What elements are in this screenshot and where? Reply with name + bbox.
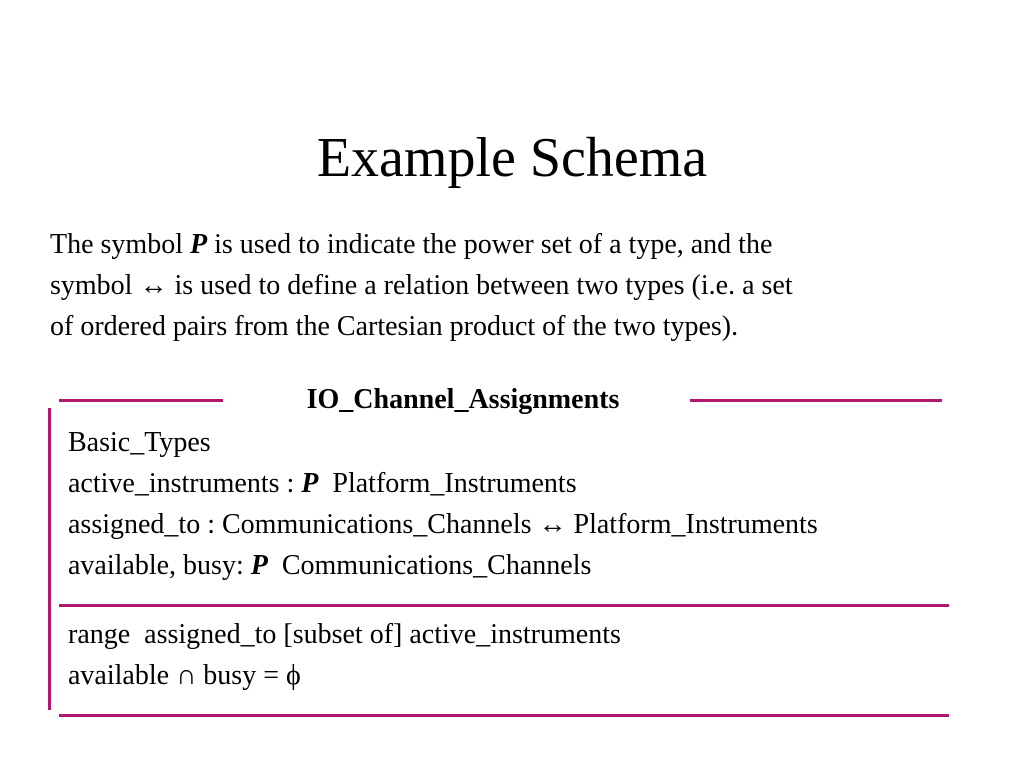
declaration-text: Platform_Instruments	[566, 509, 818, 540]
slide-title: Example Schema	[316, 127, 708, 189]
declaration-active-instruments	[68, 463, 818, 504]
predicate-text: available	[68, 660, 177, 691]
schema-bottom-rule	[59, 714, 949, 717]
declaration-text: Platform_Instruments	[318, 468, 577, 499]
schema-predicates	[68, 614, 621, 696]
predicate-range: range assigned_to [subset of] active_instruments	[68, 619, 621, 650]
schema-top-rule-left	[59, 399, 223, 402]
power-set-symbol: P	[301, 468, 319, 499]
schema-divider-rule	[59, 604, 949, 607]
declaration-text: assigned_to : Communications_Channels	[68, 509, 539, 540]
power-set-symbol: P	[250, 550, 268, 581]
intro-text: is used to define a relation between two types (i.e. a set	[167, 270, 793, 301]
declaration-text: active_instruments :	[68, 468, 302, 499]
schema-declarations	[68, 422, 818, 586]
schema-left-rule	[48, 408, 51, 710]
declaration-assigned-to	[68, 504, 818, 545]
intro-line-2	[50, 265, 990, 306]
schema-name: IO_Channel_Assignments	[306, 384, 620, 415]
relation-symbol: ↔	[538, 509, 567, 540]
schema-top-rule-right	[690, 399, 942, 402]
intro-text: The symbol	[50, 229, 190, 260]
empty-set-symbol: ϕ	[285, 660, 301, 691]
predicate-disjoint	[68, 655, 621, 696]
intro-text: symbol	[50, 270, 140, 301]
intersection-symbol: ∩	[176, 660, 197, 691]
intro-line-1	[50, 224, 990, 265]
intro-line-3: of ordered pairs from the Cartesian product of the two types).	[50, 311, 739, 342]
relation-symbol: ↔	[139, 270, 168, 301]
predicate-text: busy =	[196, 660, 286, 691]
intro-paragraph	[50, 224, 990, 347]
power-set-symbol: P	[190, 229, 208, 260]
declaration-text: available, busy:	[68, 550, 251, 581]
declaration-available-busy	[68, 545, 818, 586]
intro-text: is used to indicate the power set of a type, and the	[207, 229, 773, 260]
declaration-text: Communications_Channels	[267, 550, 592, 581]
declaration-basic-types: Basic_Types	[68, 427, 211, 458]
